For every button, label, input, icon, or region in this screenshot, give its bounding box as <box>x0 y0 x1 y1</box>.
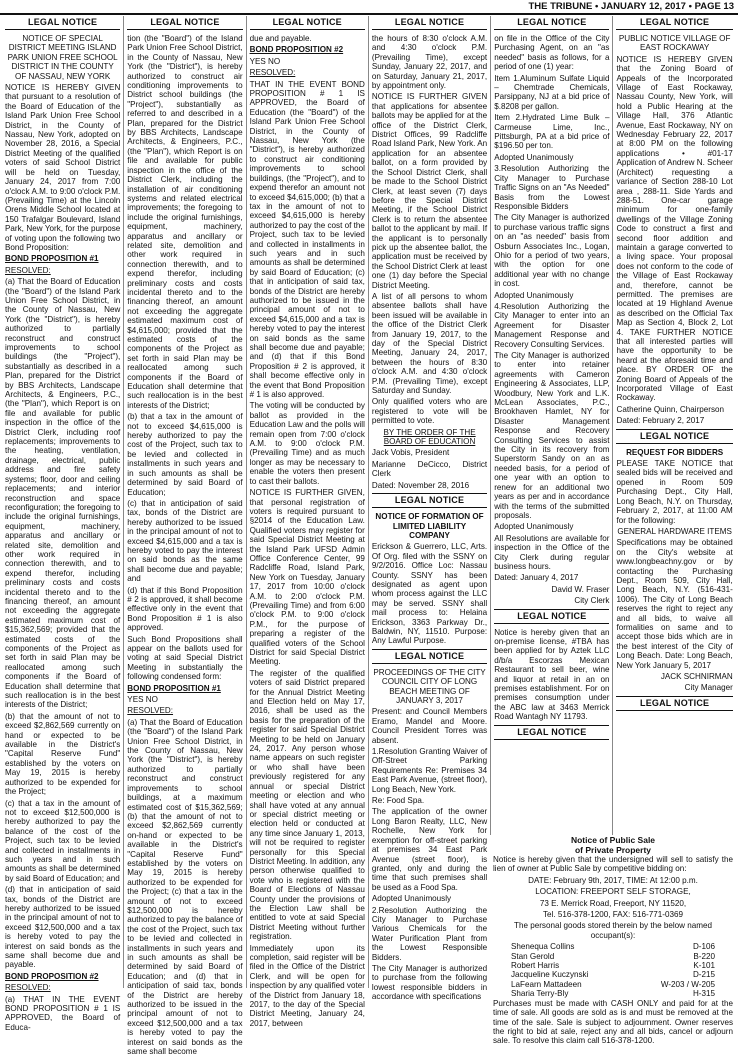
notice-paragraph: Specifications may be obtained on the City's website at www.longbeachny.gov or by contacting the Purchasing Dept., Room 509, City Hall, Long Beach, N.Y. (516-431-1006). The City of Long Beach reserves the right to reject any and all bids, to waive all formalities on same and to accept those bids which are in the best interest of the City of Long Beach. Date: Long Beach, New York January 5, 2017 <box>616 538 733 670</box>
notice-paragraph: REQUEST FOR BIDDERS <box>626 447 724 457</box>
notice-paragraph: Dated: February 2, 2017 <box>616 416 705 426</box>
public-sale-notice <box>490 835 736 1048</box>
notice-paragraph: GENERAL HARDWARE ITEMS <box>617 526 732 536</box>
sale-text: LOCATION: FREEPORT SELF STORAGE, <box>535 887 691 897</box>
notice-paragraph: Adopted Unanimously <box>494 290 574 300</box>
notice-paragraph: 3.Resolution Authorizing the City Manager to Purchase Traffic Signs on an "As Needed" Basis from the Lowest Responsible Bidders <box>494 164 610 211</box>
notice-paragraph: Catherine Quinn, Chairperson <box>616 404 725 414</box>
notice-paragraph: Jack Vobis, President <box>371 448 450 458</box>
notice-paragraph: (a) That the Board of Education (the "Board") of the Island Park Union Free School District, in the County of Nassau, New York (the "District"), is hereby authorized to partially reconstruct and construct improvements to school buildings, at a maximum estimated cost of $15,362,569; (b) that the amount of not to exceed $2,862,569 currently on-hand or expected to be available in the District's "Capital Reserve Fund" established by the voters on May 19, 2015 is hereby authorized to be expended for the Project; (c) that a tax in the amount of not to exceed $12,500,000 is hereby authorized to pay the balance of the cost of the Project, such tax to be levied and collected in installments in such years and in such amounts as shall be determined by said Board of Education; and (d) that in anticipation of said tax, bonds of the District are hereby authorized to be issued in the principal amount of not to exceed $12,500,000 and a tax is hereby voted to pay the interest on said bonds as the same shall become <box>127 717 243 1056</box>
notice-paragraph: RESOLVED: <box>127 706 174 716</box>
legal-notice-label: LEGAL NOTICE <box>616 696 732 711</box>
notice-paragraph: (c) that a tax in the amount of not to exceed $12,500,000 is hereby authorized to pay the balance of the cost of the Project, such tax to be levied and collected in installments in such years and in such amounts as shall be determined by said Board of Education; and <box>5 798 121 883</box>
notice-paragraph: the hours of 8:30 o'clock A.M. and 4:30 o'clock P.M. (Prevailing Time), except Sunday, January 22, 2017, and on Saturday, January 21, 2017, by appointment only. <box>371 34 488 91</box>
notice-paragraph: 1.Resolution Granting Waiver of Off-Street Parking Requirements Re: Premises 34 East Park Avenue, (street floor), Long Beach, New York. <box>371 747 488 794</box>
notice-paragraph: NOTICE OF SPECIAL DISTRICT MEETING ISLAND PARK UNION FREE SCHOOL DISTRICT IN THE COUNTY OF NASSAU, NEW YORK <box>7 34 118 81</box>
notice-paragraph: THAT IN THE EVENT BOND PROPOSITION # 1 IS APPROVED, the Board of Education (the "Board") of the Island Park Union Free School District, in the County of Nassau, New York (the "District"), is hereby authorized to construct air conditioning improvements to school buildings, (the "Project"), and to expend therefor an amount not to exceed $4,615,000; (b) that a tax in the amount of not to exceed $4,615,000 is hereby authorized to pay the cost of the Project, such tax to be levied and collected in installments in such years and in such amounts as shall be determined by said Board of Education; (c) that in anticipation of said tax, bonds of the District are hereby authorized to be issued in the principal amount of not to exceed $4,615,000 and a tax is hereby voted to pay the interest on said bonds as the same shall become due and payable; and (d) that if this Bond Proposition # 2 is approved, it shall become effective only in the event that Bond Proposition # 1 is also approved. <box>249 79 365 400</box>
sale-text: DATE: February 9th, 2017, TIME: At 12:00 p.m. <box>528 875 698 885</box>
sale-text: Notice is hereby given that the undersigned will sell to satisfy the lien of owner at Public Sale by competitive bidding on: <box>493 855 733 874</box>
notice-paragraph: (a) That the Board of Education (the "Board") of the Island Park Union Free School District, in the County of Nassau, New York (the "District"), is hereby authorized to partially reconstruct and construct improvements to school buildings (the "Project"), substantially as described in a Plan, prepared for the District by BBS Architects, Landscape Architects, & Engineers, P.C., (the "Plan"), which Report is on file and available for public inspection in the office of the District Clerk, including roof replacements; improvements to the heating, ventilation, drainage, electrical, public address and fire safety systems; floor, door and ceiling replacements; and interior reconstruction and space reconfiguration; the foregoing to include the original furnishings, equipment, machinery, apparatus and ancillary or related site, demolition and other work required in connection therewith, and to expend therefor, including preliminary costs and costs incidental thereto and to the financing thereof, an amount not exceeding the aggregate estimated maximum cost of $15,362,569; provided that the estimated costs of the components of the Project as set forth in said Plan may be reallocated among such components if the Board of Education shall determine that such reallocation is in the best interests of the District; <box>5 277 121 710</box>
notice-paragraph: Item 2.Hydrated Lime Bulk – Carmeuse Lime, Inc., Pittsburgh, PA at a bid price of $196.50 per ton. <box>494 113 610 151</box>
notice-paragraph: Such Bond Propositions shall appear on the ballots used for voting at said Special District Meeting in substantially the following condensed form: <box>127 634 243 682</box>
notice-paragraph: (d) that if this Bond Proposition # 2 is approved, it shall become effective only in the event that Bond Proposition # 1 is also approved. <box>127 585 243 633</box>
notice-paragraph: David W. Fraser <box>551 584 610 594</box>
notice-paragraph: City Manager <box>684 683 733 693</box>
notice-paragraph: Dated: January 4, 2017 <box>494 573 579 583</box>
occupant-name: Shenequa Collins <box>511 942 575 952</box>
occupant-unit: D-215 <box>692 970 715 980</box>
occupant-name: Robert Harris <box>511 961 560 971</box>
notice-paragraph: on file in the Office of the City Purchasing Agent, on an "as needed" basis as follows, for a period of one (1) year: <box>494 34 610 72</box>
occupant-name: Stan Gerold <box>511 951 555 961</box>
notice-paragraph: The voting will be conducted by ballot as provided in the Education Law and the polls will remain open from 7:00 o'clock A.M. to 9:00 o'clock P.M. (Prevailing Time) and as much longer as may be necessary to enable the voters then present to cast their ballots. <box>249 401 365 486</box>
sale-subtitle: of Private Property <box>574 845 652 855</box>
legal-notice-label: LEGAL NOTICE <box>616 16 732 30</box>
page-masthead: THE TRIBUNE • JANUARY 12, 2017 • PAGE 13 <box>528 1 734 12</box>
occupant-unit: D-106 <box>692 942 715 952</box>
notice-paragraph: Immediately upon its completion, said register will be filed in the Office of the District Clerk, and will be open for inspection by any qualified voter of the District from January 18, 2017, to the day of the Special District Meeting, January 24, 2017, between <box>249 943 365 1028</box>
legal-notice-label: LEGAL NOTICE <box>250 16 365 30</box>
notice-paragraph: Notice is hereby given that an on-premise license, #TBA has been applied for by Aztek LLC d/b/a Escorzas Mexican Restaurant to sell beer, wine and liquor at retail in an on premises establishment. For on premises consumption under the ABC law at 3463 Merrick Road Wantagh NY 11793. <box>494 627 610 722</box>
legal-notice-label: LEGAL NOTICE <box>494 609 609 624</box>
legal-notice-label: LEGAL NOTICE <box>5 16 120 30</box>
notice-paragraph: Adopted Unanimously <box>371 894 452 904</box>
notice-paragraph: (b) that a tax in the amount of not to exceed $4,615,000 is hereby authorized to pay the cost of the Project, such tax to be levied and collected in installments in such years and in such amounts as shall be determined by said Board of Education; <box>127 412 243 497</box>
notice-paragraph: Adopted Unanimously <box>494 522 574 532</box>
legal-notice-label: LEGAL NOTICE <box>616 429 732 444</box>
occupant-row <box>493 980 733 989</box>
notice-paragraph: The application of the owner Long Baron Realty, LLC, New Rochelle, New York for exemption for off-street parking at premises 34 East Park Avenue (street floor), is granted, only and during the time that such premises shall be used as a Food Spa. <box>371 807 488 892</box>
notice-paragraph: PUBLIC NOTICE VILLAGE OF EAST ROCKAWAY <box>618 34 731 53</box>
notice-paragraph: City Clerk <box>574 596 610 606</box>
notice-paragraph: (b) that the amount of not to exceed $2,862,569 currently on hand or expected to be available in the District's "Capital Reserve Fund" established by the voters on May 19, 2015 is hereby authorized to be expended for the Project; <box>5 711 121 797</box>
notice-paragraph: YES NO <box>127 695 158 705</box>
notice-paragraph: NOTICE IS HEREBY GIVEN that pursuant to a resolution of the Board of Education of the Island Park Union Free School District, in the County of Nassau, New York, adopted on November 28, 2016, a Special District Meeting of the qualified voters of said School District will be held on Tuesday, January 24, 2017 from 7:00 o'clock A.M. to 9:00 o'clock P.M. (Prevailing Time) at the Lincoln Orens Middle School located at 150 Trafalgar Boulevard, Island Park, New York, for the purpose of voting upon the following two Bond Proposition: <box>5 83 121 252</box>
column-2 <box>124 16 246 1056</box>
occupant-row <box>493 952 733 961</box>
notice-paragraph: Dated: November 28, 2016 <box>371 480 470 490</box>
sale-text: The personal goods stored therein by the below named occupant(s): <box>514 921 712 940</box>
legal-notice-label: LEGAL NOTICE <box>372 493 487 508</box>
notice-paragraph: due and payable. <box>249 34 312 43</box>
occupant-unit: H-315 <box>692 989 715 999</box>
sale-text: Purchases must be made with CASH ONLY and paid for at the time of sale. All goods are sold as is and must be removed at the time of the sale. Sale is subject to adjournment. Owner reserves the right to bid at sale, reject any and all bids, cancel or adjourn sale. To resolve this claim call 516-378-1200. <box>493 998 733 1046</box>
notice-paragraph: BY THE ORDER OF THE BOARD OF EDUCATION <box>383 427 476 447</box>
notice-paragraph: tion (the "Board") of the Island Park Union Free School District, in the County of Nassau, New York (the "District"), is hereby authorized to construct air conditioning improvements to District school buildings (the "Project"), substantially as referred to and described in a Plan, prepared for the District by BBS Architects, Landscape Architects, & Engineers, P.C., (the "Plan"), which Report is on file and available for public inspection in the office of the District Clerk, including the installation of air conditioning systems and related electrical improvements; the foregoing to include the original furnishings, equipment, machinery, apparatus and ancillary or related site, demolition and other work required in connection therewith, and to expend therefor, including preliminary costs and costs incidental thereto and to the financing thereof, an amount not exceeding the aggregate estimated maximum cost of $4,615,000; provided that the estimated costs of the components of the Project as set forth in said Plan may be reallocated among such components if the Board of Education shall determine that such reallocation is in the best interests of the District; <box>127 34 243 410</box>
sale-title: Notice of Public Sale <box>570 835 656 845</box>
masthead-rule <box>0 13 738 15</box>
notice-paragraph: RESOLVED: <box>5 983 51 993</box>
legal-notice-label: LEGAL NOTICE <box>372 16 487 30</box>
notice-paragraph: Adopted Unanimously <box>494 152 574 162</box>
occupant-row <box>493 961 733 970</box>
legal-notice-label: LEGAL NOTICE <box>494 725 609 740</box>
notice-paragraph: (c) that in anticipation of said tax, bonds of the District are hereby authorized to be issued in the principal amount of not to exceed $4,615,000 and a tax is hereby voted to pay the interest on said bonds as the same shall become due and payable; and <box>127 498 243 584</box>
notice-paragraph: (d) that in anticipation of said tax, bonds of the District are hereby authorized to be issued in the principal amount of not to exceed $12,500,000 and a tax is hereby voted to pay the interest on said bonds as the same shall become due and payable. <box>5 885 121 970</box>
legal-notice-label: LEGAL NOTICE <box>127 16 242 30</box>
notice-paragraph: BOND PROPOSITION #2 <box>5 971 99 981</box>
notice-paragraph: NOTICE IS FURTHER GIVEN that applications for absentee ballots may be applied for at the office of the District Clerk, District Offices, 99 Radcliffe Road Island Park, New York. An application for an absentee ballot, on a form provided by the School District Clerk, shall be made to the School District Clerk, at least seven (7) days before the Special District Meeting, if the School District Clerk is to return the absentee ballot to the applicant by mail. If the applicant is to personally pick up the absentee ballot, the application must be received by the School District Clerk at least one (1) day before the Special District Meeting. <box>371 92 488 290</box>
occupant-unit: K-101 <box>693 961 715 971</box>
notice-paragraph: Only qualified voters who are registered to vote will be permitted to vote. <box>371 397 488 426</box>
notice-paragraph: NOTICE IS FURTHER GIVEN, that personal registration of voters is required pursuant to §2014 of the Education Law. Qualified voters may register for said Special District Meeting at the Island Park UFSD Admin Office Conference Center, 99 Radcliffe Road, Island Park, New York on Tuesday, January 17, 2017 from 10:00 o'clock A.M. to 2:00 o'clock P.M. (Prevailing Time) and from 6:00 o'clock P.M. to 9:00 o'clock P.M., for the purpose of preparing a register of the qualified voters of the School District for said Special District Meeting. <box>249 488 365 667</box>
notice-paragraph: The City Manager is authorized to purchase from the following lowest responsible bidders in accordance with specifications <box>371 963 488 1002</box>
notice-paragraph: Item 1.Aluminum Sulfate Liquid – Chemtrade Chemicals, Parsippany, NJ at a bid price of $.8208 per gallon. <box>494 73 610 111</box>
notice-paragraph: The City Manager is authorized to enter into retainer agreements with Cameron Engineering & Associates, LLP, Woodbury, New York and L.K. McLean Associates, P.C., Brookhaven Hamlet, NY for Disaster Management Response and Recovery Consulting Services to assist the City in its recovery from Superstorm Sandy on an as needed basis, for a period of one year with an option to renew for an additional two years as per and in accordance with the terms of the submitted proposals. <box>494 351 610 520</box>
legal-notice-label: LEGAL NOTICE <box>372 649 487 664</box>
column-1 <box>2 16 124 1032</box>
notice-paragraph: NOTICE OF FORMATION OF LIMITED LIABILITY COMPANY <box>375 512 484 540</box>
notice-paragraph: YES NO <box>249 56 281 66</box>
notice-paragraph: Marianne DeCicco, District Clerk <box>371 459 488 479</box>
notice-paragraph: The City Manager is authorized to purchase various traffic signs on an "as needed" basis from Osburn Associates Inc., Logan, Ohio for a period of two years, with the option for one additional year with no change in cost. <box>494 213 610 289</box>
notice-paragraph: RESOLVED: <box>249 68 296 78</box>
notice-paragraph: All Resolutions are available for inspection in the Office of the City Clerk during regular business hours. <box>494 533 610 571</box>
notice-paragraph: NOTICE IS HEREBY GIVEN that the Zoning Board of Appeals of the Incorporated Village of East Rockaway, Nassau County, New York, will hold a Public Hearing at the Village Hall, 376 Atlantic Avenue, East Rockaway, NY on Wednesday February 22, 2017 at 8:00 PM on the following applications • #01-17 Application of Andrew N. Scheer (Architect) requesting a variance of Section 288-10 Lot area , 288-11. Side Yards and 288-51. One-car garage minimum for one-family dwellings of the Village Zoning Code to construct a first and second floor addition and maintain a garage converted to a living space. Your proposal does not conform to the code of the Village of East Rockaway and, therefore, cannot be permitted. The premises are located at 19 Highland Avenue as described on the Official Tax Map as Section 4, Block 2, Lot 4. TAKE FURTHER NOTICE that all interested parties will have the opportunity to be heard at the aforesaid time and place. BY ORDER OF the Zoning Board of Appeals of the Incorporated Village of East Rockaway. <box>616 54 733 403</box>
notice-paragraph: 4.Resolution Authorizing the City Manager to enter into an Agreement for Disaster Management Response and Recovery Consulting Services. <box>494 301 610 349</box>
occupant-name: LaFearn Mattadeen <box>511 979 582 989</box>
occupant-name: Sharia Terry-Bly <box>511 989 569 999</box>
notice-paragraph: (a) THAT IN THE EVENT BOND PROPOSITION # 1 IS APPROVED, the Board of Educa- <box>5 994 121 1032</box>
notice-paragraph: BOND PROPOSITION #2 <box>249 45 344 55</box>
notice-paragraph: The register of the qualified voters of said District prepared for the Annual District Meeting and Election held on May 17, 2016, shall be used as the basis for the preparation of the register for said Special District Meeting to be held on January 24, 2017. Any person whose name appears on such register or who shall have been previously registered for any annual or special District meeting or election and who shall have voted at any annual or special district meeting or election held or conducted at any time since January 1, 2013, will not be required to register personally for this Special District Meeting. In addition, any person otherwise qualified to vote who is registered with the Board of Elections of Nassau County under the provisions of the Election Law shall be entitled to vote at said Special District Meeting without further registration. <box>249 668 365 942</box>
notice-paragraph: Erickson & Guerrero, LLC, Arts. Of Org. filed with the SSNY on 9/2/2016. Office Loc: Nassau County. SSNY has been designated as agent upon whom process against the LLC may be served. SSNY shall mail process to: Helaina Erickson, 3363 Parkway Dr., Baldwin, NY, 11510. Purpose: Any Lawful Purpose. <box>371 542 488 646</box>
sale-text: 73 E. Merrick Road, Freeport, NY 11520, <box>539 898 687 908</box>
notice-paragraph: BOND PROPOSITION #1 <box>127 683 221 693</box>
notice-paragraph: JACK SCHNIRMAN <box>660 672 733 681</box>
notice-paragraph: PROCEEDINGS OF THE CITY COUNCIL CITY OF LONG BEACH MEETING OF JANUARY 3, 2017 <box>373 667 486 705</box>
notice-paragraph: 2.Resolution Authorizing the City Manager to Purchase Various Chemicals for the Water Purification Plant from the Lowest Responsible Bidders. <box>371 905 488 962</box>
occupant-name: Jacqueline Kuczynski <box>511 970 589 980</box>
notice-paragraph: RESOLVED: <box>5 265 51 275</box>
notice-paragraph: A list of all persons to whom absentee ballots shall have been issued will be available in the office of the District Clerk from January 19, 2017, to the day of the Special District Meeting, January 24, 2017, between the hours of 8:30 o'clock A.M. and 4:30 o'clock P.M. (Prevailing Time), except Saturday and Sunday. <box>371 291 488 396</box>
occupant-unit: B-220 <box>693 951 715 961</box>
notice-paragraph: PLEASE TAKE NOTICE that sealed bids will be received and opened in Room 509 Purchasing Dept., City Hall, Long Beach, N.Y. on Thursday, February 2, 2017, at 11:00 AM for the following: <box>616 459 733 525</box>
occupant-row <box>493 942 733 951</box>
notice-paragraph: BOND PROPOSITION #1 <box>5 254 99 264</box>
sale-text: Tel. 516-378-1200, FAX: 516-771-0369 <box>543 910 683 920</box>
legal-notice-label: LEGAL NOTICE <box>494 16 609 30</box>
occupant-row <box>493 989 733 998</box>
notice-paragraph: Re: Food Spa. <box>371 796 425 806</box>
occupant-row <box>493 970 733 979</box>
occupant-unit: W-203 / W-205 <box>660 979 715 989</box>
column-4 <box>369 16 491 1002</box>
notice-paragraph: Present: and Council Members Eramo, Mandel and Moore. Council President Torres was absent. <box>371 707 488 745</box>
column-3 <box>247 16 369 1028</box>
